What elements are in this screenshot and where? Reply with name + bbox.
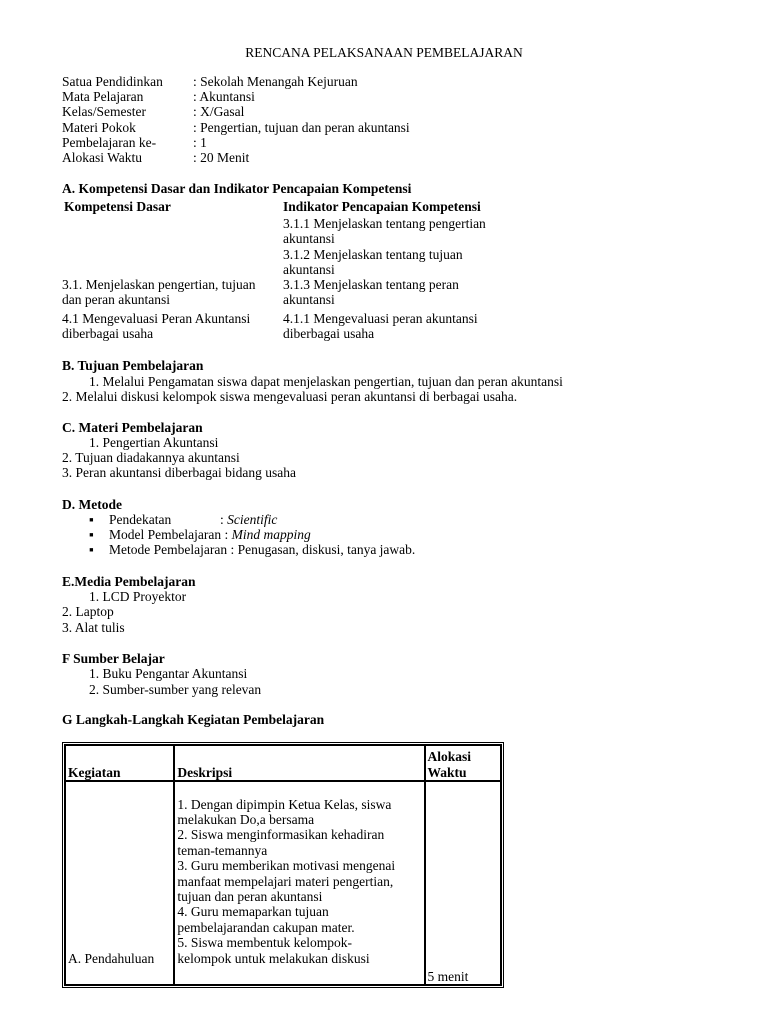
list-item: 2. Melalui diskusi kelompok siswa mengevaluasi peran akuntansi di berbagai usaha. [62, 389, 518, 404]
header-alokasi [425, 745, 501, 781]
section-a-heading: A. Kompetensi Dasar dan Indikator Pencapaian Kompetensi [62, 181, 412, 196]
header-deskripsi: Deskripsi [174, 745, 424, 781]
list-item: 2. Tujuan diadakannya akuntansi [62, 450, 240, 465]
bullet-icon: ▪ [89, 542, 94, 557]
indicator-column-header: Indikator Pencapaian Kompetensi [283, 199, 481, 214]
identity-label: Kelas/Semester [62, 104, 146, 119]
list-item: 1. Buku Pengantar Akuntansi [89, 666, 248, 681]
header-kegiatan: Kegiatan [65, 745, 174, 781]
bullet-label: Pendekatan [109, 512, 172, 527]
identity-label: Alokasi Waktu [62, 150, 143, 165]
identity-label: Pembelajaran ke- [62, 135, 157, 150]
identity-label: Mata Pelajaran [62, 89, 144, 104]
section-g-heading: G Langkah-Langkah Kegiatan Pembelajaran [62, 712, 325, 727]
table-header-row [65, 745, 501, 781]
section-f-heading: F Sumber Belajar [62, 651, 165, 666]
list-item: 2. Laptop [62, 604, 114, 619]
identity-label: Satua Pendidinkan [62, 74, 163, 89]
kegiatan-cell: A. Pendahuluan [65, 781, 174, 985]
kd-text: 3.1. Menjelaskan pengertian, tujuan [62, 277, 256, 292]
page-title: RENCANA PELAKSANAAN PEMBELAJARAN [245, 45, 523, 60]
indicator-text: 3.1.3 Menjelaskan tentang peran [283, 277, 459, 292]
bullet-value [220, 512, 277, 527]
desc-line: pembelajarandan cakupan mater. [177, 919, 355, 935]
kd-text: 4.1 Mengevaluasi Peran Akuntansi [62, 311, 251, 326]
kd-text: diberbagai usaha [62, 326, 154, 341]
section-e-heading: E.Media Pembelajaran [62, 574, 196, 589]
deskripsi-cell [174, 781, 424, 985]
identity-value: : Sekolah Menangah Kejuruan [193, 74, 358, 89]
bullet-label: Metode Pembelajaran : Penugasan, diskusi, tanya jawab. [109, 542, 416, 557]
model-label: Model Pembelajaran : [109, 527, 232, 542]
indicator-text: akuntansi [283, 292, 335, 307]
desc-line: manfaat mempelajari materi pengertian, [177, 873, 394, 889]
identity-value: : 20 Menit [193, 150, 250, 165]
identity-label: Materi Pokok [62, 120, 136, 135]
kd-text: dan peran akuntansi [62, 292, 170, 307]
desc-line: melakukan Do,a bersama [177, 811, 315, 827]
desc-line: 3. Guru memberikan motivasi mengenai [177, 858, 396, 874]
desc-line: 5. Siswa membentuk kelompok- [177, 935, 353, 951]
kd-column-header: Kompetensi Dasar [64, 199, 171, 214]
bullet-icon: ▪ [89, 527, 94, 542]
list-item: 1. LCD Proyektor [89, 589, 187, 604]
list-item: 3. Alat tulis [62, 620, 125, 635]
indicator-text: 3.1.2 Menjelaskan tentang tujuan [283, 247, 463, 262]
list-item: 1. Pengertian Akuntansi [89, 435, 219, 450]
indicator-text: 3.1.1 Menjelaskan tentang pengertian [283, 216, 486, 231]
identity-value: : Pengertian, tujuan dan peran akuntansi [193, 120, 410, 135]
desc-line: teman-temannya [177, 842, 268, 858]
activity-table [62, 742, 504, 988]
identity-value: : 1 [193, 135, 207, 150]
section-c-heading: C. Materi Pembelajaran [62, 420, 203, 435]
identity-value: : X/Gasal [193, 104, 245, 119]
bullet-label [109, 527, 311, 542]
bullet-colon: : [220, 512, 228, 527]
indicator-text: akuntansi [283, 231, 335, 246]
indicator-text: diberbagai usaha [283, 326, 375, 341]
header-alokasi-line2: Waktu [427, 764, 467, 780]
desc-line: 4. Guru memaparkan tujuan [177, 904, 329, 920]
identity-value: : Akuntansi [193, 89, 255, 104]
section-d-heading: D. Metode [62, 497, 122, 512]
desc-line: 1. Dengan dipimpin Ketua Kelas, siswa [177, 796, 392, 812]
header-alokasi-line1: Alokasi [427, 749, 472, 765]
desc-line: tujuan dan peran akuntansi [177, 888, 323, 904]
indicator-text: 4.1.1 Mengevaluasi peran akuntansi [283, 311, 478, 326]
desc-line: 2. Siswa menginformasikan kehadiran [177, 827, 385, 843]
table-row [65, 781, 501, 985]
list-item: 1. Melalui Pengamatan siswa dapat menjelaskan pengertian, tujuan dan peran akuntansi [89, 374, 563, 389]
list-item: 3. Peran akuntansi diberbagai bidang usaha [62, 465, 296, 480]
section-b-heading: B. Tujuan Pembelajaran [62, 358, 204, 373]
approach-value: Scientific [227, 512, 278, 527]
list-item: 2. Sumber-sumber yang relevan [89, 682, 262, 697]
model-value: Mind mapping [231, 527, 311, 542]
bullet-icon: ▪ [89, 512, 94, 527]
desc-line: kelompok untuk melakukan diskusi [177, 950, 370, 966]
waktu-cell: 5 menit [425, 781, 501, 985]
indicator-text: akuntansi [283, 262, 335, 277]
